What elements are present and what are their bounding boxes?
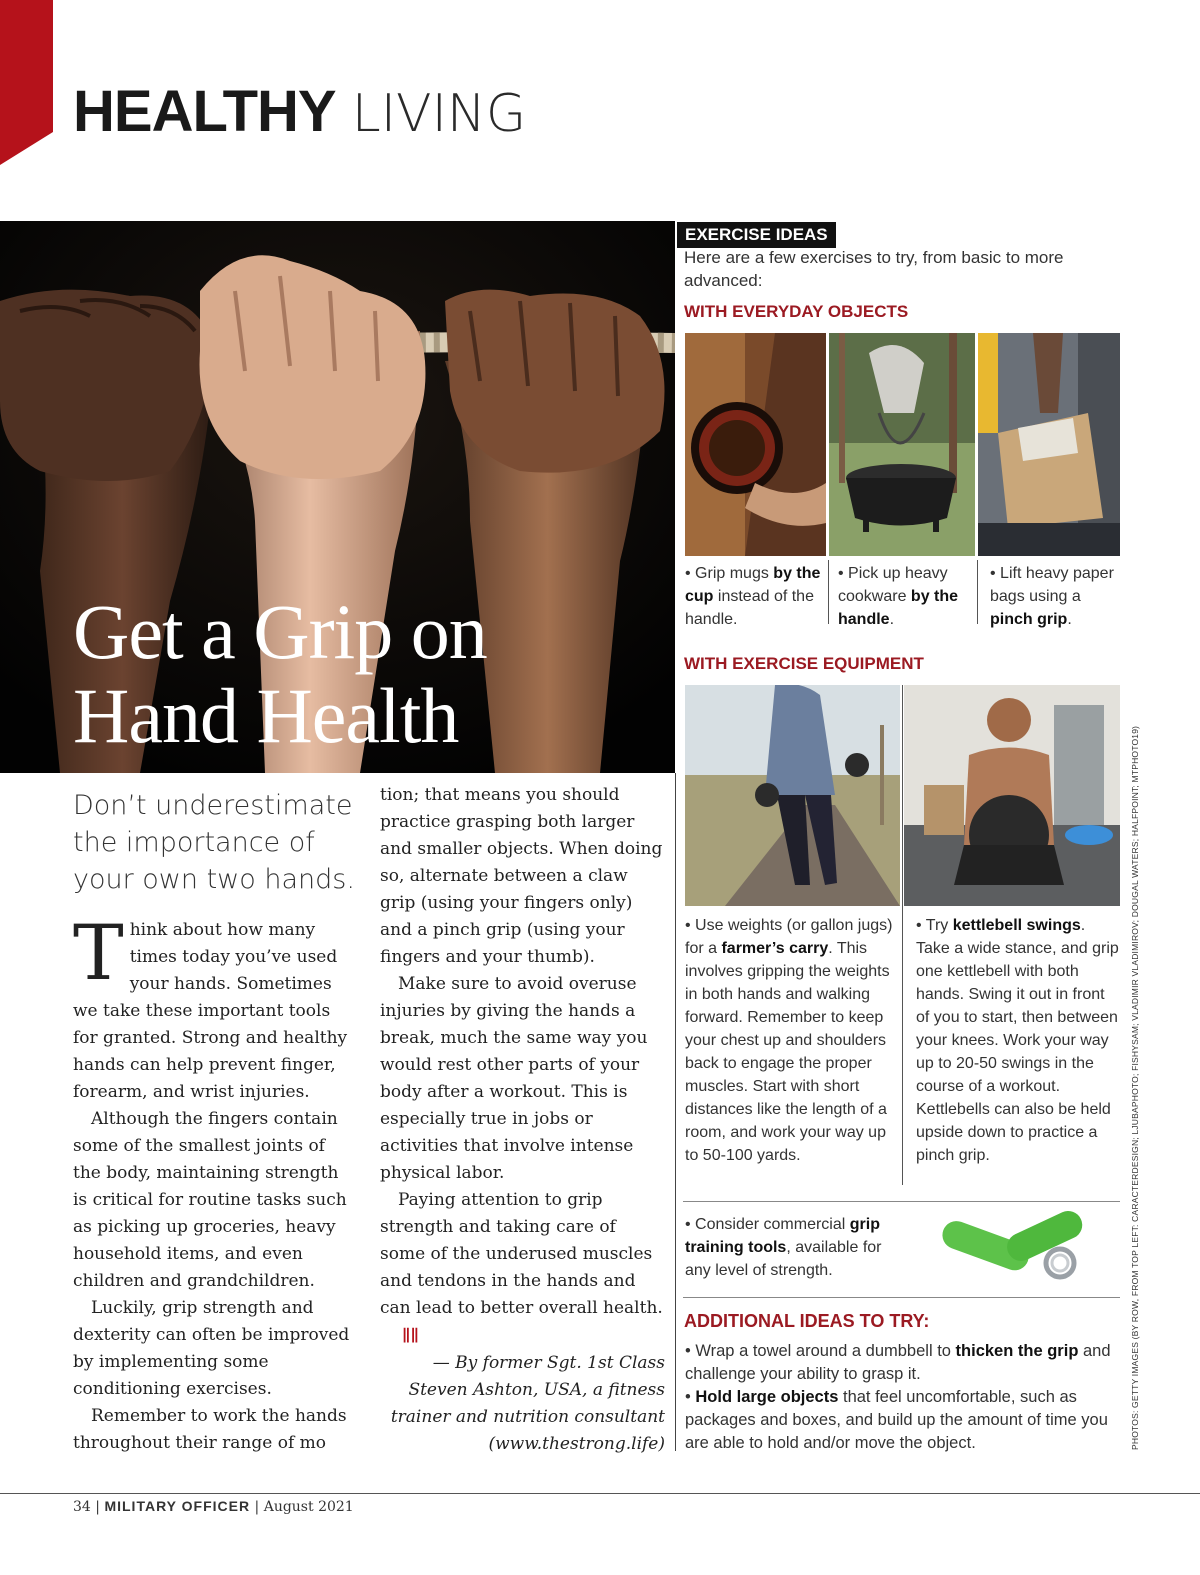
article-title-line2: Hand Health: [73, 672, 459, 759]
caption-text: .: [889, 611, 895, 628]
everyday-objects-heading: WITH EVERYDAY OBJECTS: [684, 302, 909, 321]
exercise-ideas-tag: EXERCISE IDEAS: [677, 222, 836, 248]
footer-separator: |: [254, 1499, 260, 1515]
caption-divider: [828, 560, 829, 624]
idea-text: • Wrap a towel around a dumbbell to: [685, 1342, 956, 1360]
section-title: [73, 80, 526, 146]
photo-credit: PHOTOS: GETTY IMAGES (BY ROW, FROM TOP LEFT: CARACTERDESIGN; LJUBAPHOTO; FISHYSAM; VLADIMIR VLADIMIROV; DOUGAL WATERS; HALFPOINT; MTPHOTO19): [1130, 725, 1140, 1450]
idea-item: [685, 1386, 1125, 1455]
additional-ideas-heading: ADDITIONAL IDEAS TO TRY:: [684, 1311, 930, 1331]
mug-caption: [685, 562, 823, 631]
magazine-name: MILITARY OFFICER: [104, 1498, 251, 1514]
article-column-2: [380, 782, 665, 1458]
caption-text: . This involves gripping the weights in both hands and walking forward. Remember to keep your chest up and shoulders back to engage the proper muscles. Start with short distances like the length of a room, and work your way up to 50-100 yards.: [685, 940, 890, 1164]
exercise-ideas-intro: Here are a few exercises to try, from basic to more advanced:: [684, 248, 1064, 290]
caption-emphasis: kettlebell swings: [952, 917, 1081, 934]
mug-photo: [685, 333, 826, 556]
section-divider: [683, 1297, 1120, 1298]
grip-tools-caption: [685, 1213, 910, 1282]
article-paragraph: Remember to work the hands throughout their range of mo: [73, 1406, 347, 1453]
article-column-1: [73, 908, 355, 1457]
article-title-line1: Get a Grip on: [73, 588, 487, 675]
kettlebell-caption: [916, 914, 1122, 1167]
article-title: [73, 590, 487, 758]
caption-text: • Consider commercial: [685, 1216, 850, 1233]
caption-emphasis: by the handle: [838, 588, 959, 628]
paper-bag-photo: [978, 333, 1120, 556]
caption-text: • Use weights (or gallon jugs) for a: [685, 917, 893, 957]
idea-emphasis: Hold large objects: [695, 1388, 839, 1406]
cookware-photo: [829, 333, 975, 556]
paragraph-text: hink about how many times today you’ve used your hands. Sometimes we take these important tools for granted. Strong and healthy hands can help prevent finger, forearm, and wrist injuries.: [73, 920, 348, 1102]
page-footer: [73, 1498, 354, 1515]
cookware-caption: [838, 562, 973, 631]
article-paragraph: [73, 908, 355, 1106]
caption-text: .: [1067, 611, 1072, 628]
article-deck: Don’t underestimate the importance of your own two hands.: [73, 790, 355, 895]
page-number: 34: [73, 1499, 91, 1515]
article-byline: — By former Sgt. 1st Class Steven Ashton, USA, a fitness trainer and nutrition consultant (www.thestrong.life): [390, 1353, 665, 1454]
idea-emphasis: thicken the grip: [955, 1342, 1079, 1360]
caption-divider: [902, 685, 903, 1185]
section-title-bold: HEALTHY: [73, 79, 336, 144]
farmers-carry-caption: [685, 914, 897, 1167]
caption-emphasis: pinch grip: [990, 611, 1068, 628]
end-mark-icon: ∥∥: [402, 1326, 419, 1345]
caption-text: , available for any level of strength.: [685, 1239, 882, 1279]
caption-divider: [977, 560, 978, 624]
farmers-carry-photo: [685, 685, 900, 906]
section-corner-tab: [0, 0, 53, 165]
caption-text: • Pick up heavy cookware: [838, 565, 948, 605]
column-divider: [675, 773, 676, 1451]
article-paragraph: Although the fingers contain some of the smallest joints of the body, maintaining strength is critical for routine tasks such as picking up groceries, heavy household items, and even children and grandchildren.: [73, 1109, 347, 1291]
caption-emphasis: farmer’s carry: [721, 940, 829, 957]
section-title-light: LIVING: [351, 84, 527, 144]
article-paragraph: Make sure to avoid overuse injuries by giving the hands a break, much the same way you would rest other parts of your body after a workout. This is especially true in jobs or activities that involve intense physical labor.: [380, 974, 648, 1183]
kettlebell-swing-photo: [904, 685, 1120, 906]
section-divider: [683, 1201, 1120, 1202]
idea-text: and challenge your ability to grasp it.: [685, 1342, 1111, 1383]
footer-separator: |: [95, 1499, 100, 1515]
caption-emphasis: grip training tools: [685, 1216, 880, 1256]
paragraph-text: Paying attention to grip strength and taking care of some of the underused muscles and tendons in the hands and can lead to better overall health.: [380, 1190, 663, 1318]
issue-date: August 2021: [263, 1499, 354, 1515]
caption-text: • Grip mugs: [685, 565, 774, 582]
caption-text: • Lift heavy paper bags using a: [990, 565, 1114, 605]
footer-rule: [0, 1493, 1200, 1494]
idea-item: [685, 1340, 1125, 1386]
article-paragraph: Luckily, grip strength and dexterity can often be improved by implementing some conditioning exercises.: [73, 1298, 350, 1399]
paper-bag-caption: [990, 562, 1120, 631]
additional-ideas-list: [685, 1340, 1125, 1455]
caption-emphasis: by the cup: [685, 565, 821, 605]
article-paragraph: [380, 1187, 665, 1350]
idea-text: that feel uncomfortable, such as packages and boxes, and build up the amount of time you are able to hold and/or move the object.: [685, 1388, 1108, 1452]
hand-gripper-photo: [932, 1205, 1102, 1293]
caption-text: • Try: [916, 917, 953, 934]
caption-text: . Take a wide stance, and grip one kettlebell with both hands. Swing it out in front of you to start, then between your knees. Work your way up to 20-50 swings in the course of a workout. Kettlebells can also be held upside down to practice a pinch grip.: [916, 917, 1119, 1164]
article-paragraph-continued: tion; that means you should practice grasping both larger and smaller objects. When doing so, alternate between a claw grip (using your fingers only) and a pinch grip (using your fingers and your thumb).: [380, 785, 663, 967]
drop-cap: T: [73, 908, 124, 997]
idea-text: •: [685, 1388, 696, 1406]
caption-text: instead of the handle.: [685, 588, 814, 628]
exercise-equipment-heading: WITH EXERCISE EQUIPMENT: [684, 654, 924, 673]
